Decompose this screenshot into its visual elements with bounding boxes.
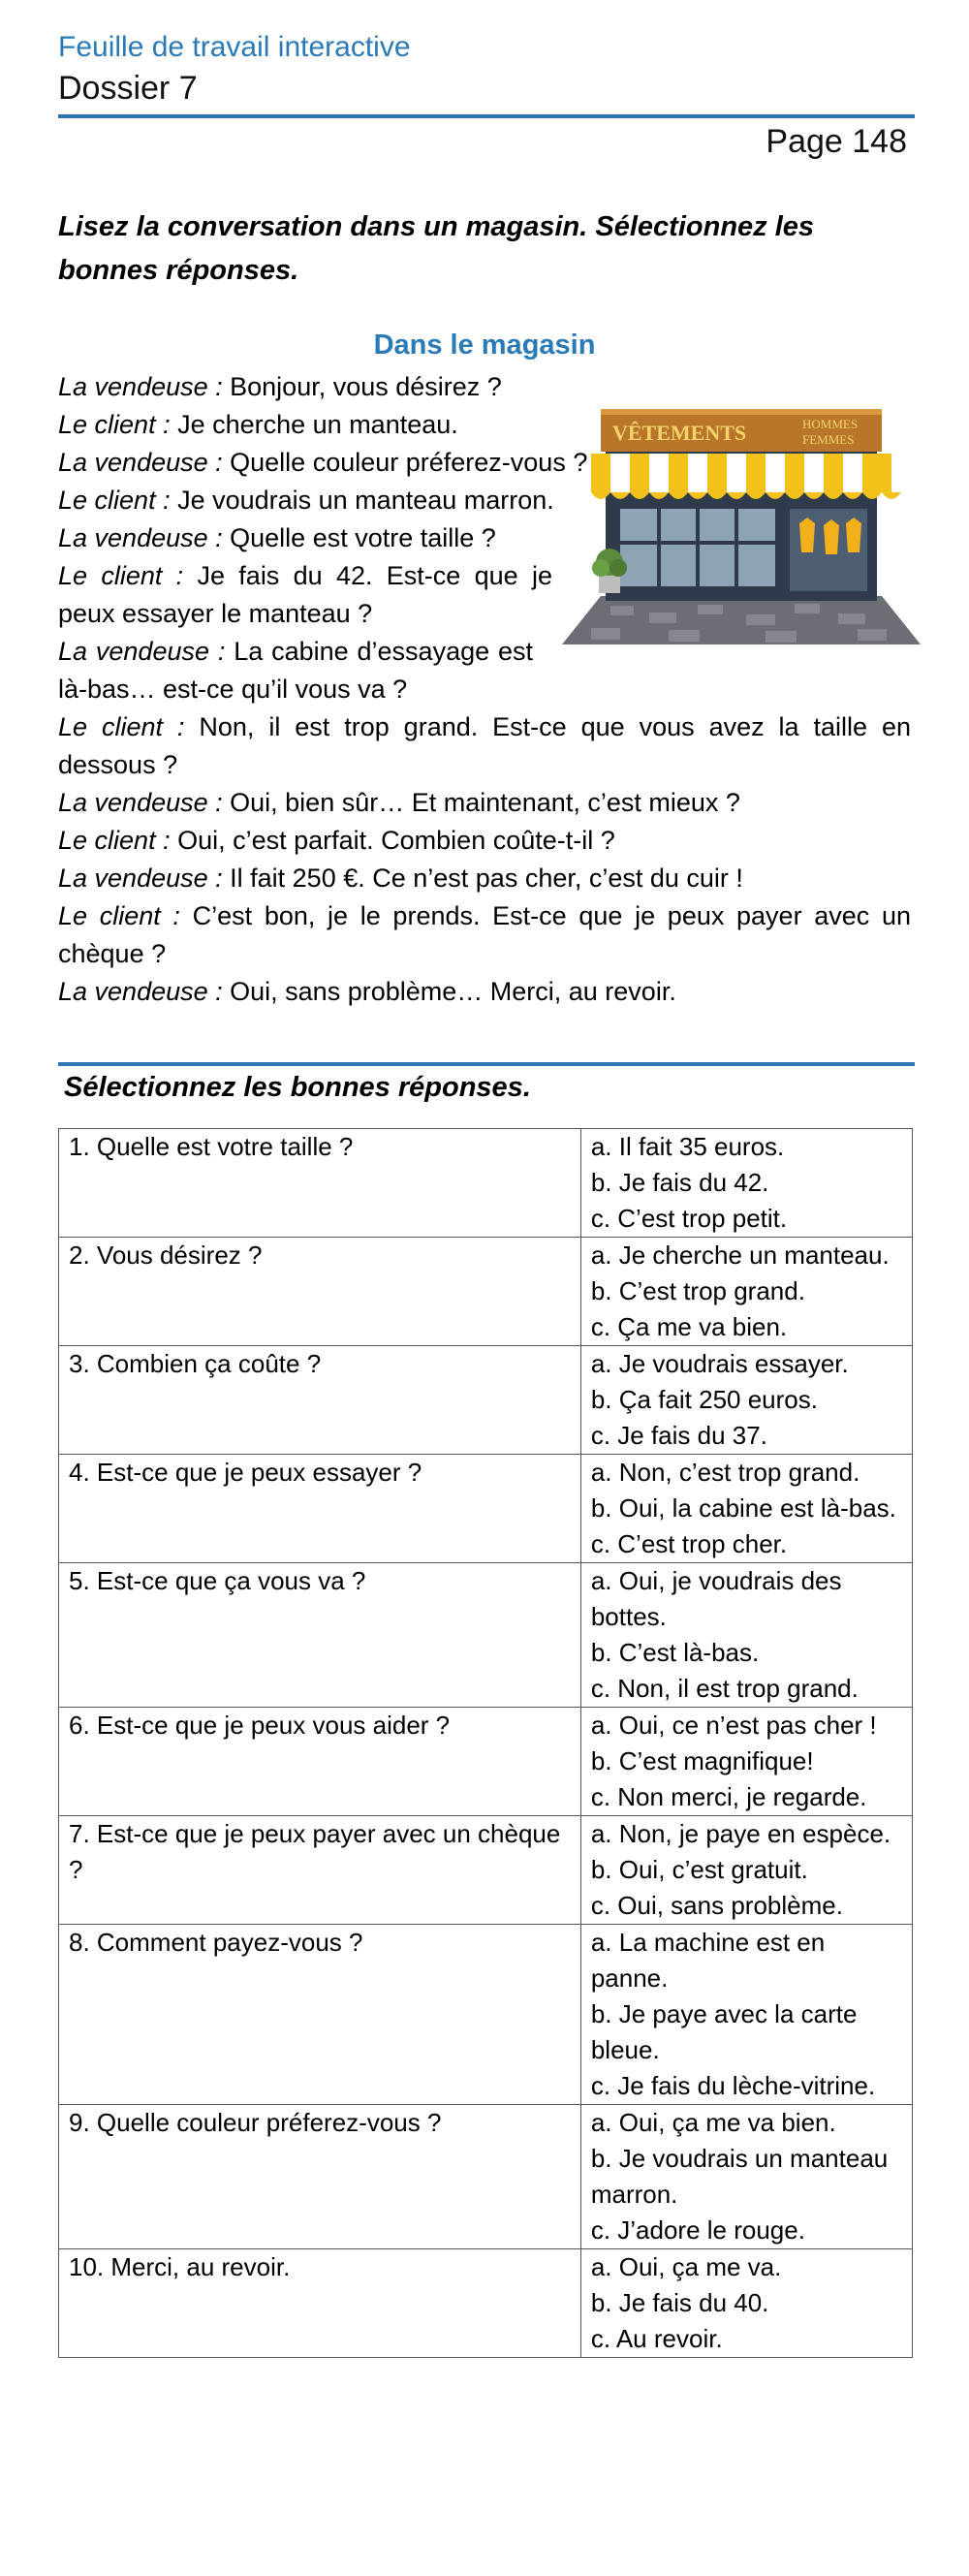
shop-sign-text: VÊTEMENTS: [612, 421, 747, 445]
answer-option[interactable]: c. C’est trop cher.: [590, 1529, 788, 1558]
answer-option[interactable]: a. Oui, ça me va bien.: [590, 2108, 836, 2137]
answer-option[interactable]: b. Oui, la cabine est là-bas.: [590, 1493, 896, 1523]
table-row: [59, 1925, 913, 2105]
answer-option[interactable]: c. Non, il est trop grand.: [590, 1674, 859, 1703]
answer-cell: [580, 1816, 912, 1925]
dialogue-line: La vendeuse : Quelle est votre taille ?: [58, 523, 496, 552]
question-cell: 2. Vous désirez ?: [59, 1238, 581, 1346]
page-number: Page 148: [766, 123, 907, 160]
question-cell: 6. Est-ce que je peux vous aider ?: [59, 1708, 581, 1816]
answer-option[interactable]: a. La machine est en panne.: [590, 1928, 826, 1993]
dialogue-line: Le client : Oui, c’est parfait. Combien coûte-t-il ?: [58, 826, 615, 855]
question-cell: 8. Comment payez-vous ?: [59, 1925, 581, 2105]
answer-option[interactable]: c. Ça me va bien.: [590, 1312, 788, 1341]
answer-cell: [580, 1925, 912, 2105]
answer-option[interactable]: a. Oui, ce n’est pas cher !: [590, 1711, 877, 1740]
answer-cell: [580, 1129, 912, 1238]
dialogue-title: Dans le magasin: [373, 330, 596, 361]
dialogue-line: Le client : Non, il est trop grand. Est-ce que vous avez la taille en dessous ?: [58, 712, 911, 779]
answer-option[interactable]: b. Je paye avec la carte bleue.: [590, 1999, 858, 2064]
answer-option[interactable]: a. Il fait 35 euros.: [590, 1132, 785, 1161]
answer-option[interactable]: b. Je fais du 40.: [590, 2288, 769, 2317]
answer-option[interactable]: a. Je cherche un manteau.: [590, 1241, 890, 1270]
answer-option[interactable]: a. Non, je paye en espèce.: [590, 1819, 891, 1848]
answer-option[interactable]: b. C’est là-bas.: [590, 1638, 760, 1667]
answer-cell: [580, 1455, 912, 1563]
answer-option[interactable]: c. Non merci, je regarde.: [590, 1782, 867, 1811]
answer-cell: [580, 2249, 912, 2358]
dialogue-line: La vendeuse : La cabine d’essayage est là-bas… est-ce qu’il vous va ?: [58, 637, 534, 704]
answer-option[interactable]: a. Oui, ça me va.: [590, 2252, 782, 2281]
question-cell: 10. Merci, au revoir.: [59, 2249, 581, 2358]
answer-option[interactable]: a. Je voudrais essayer.: [590, 1349, 849, 1378]
question-cell: 5. Est-ce que ça vous va ?: [59, 1563, 581, 1708]
instruction-text: Lisez la conversation dans un magasin. Sélectionnez les bonnes réponses.: [58, 211, 815, 286]
answer-option[interactable]: c. C’est trop petit.: [590, 1204, 788, 1233]
answer-option[interactable]: a. Non, c’est trop grand.: [590, 1458, 860, 1487]
answer-option[interactable]: b. C’est trop grand.: [590, 1276, 805, 1305]
striped-awning: [591, 454, 901, 499]
answer-option[interactable]: b. Je voudrais un manteau marron.: [590, 2144, 889, 2209]
answer-option[interactable]: b. Je fais du 42.: [590, 1168, 769, 1197]
dialogue-line: La vendeuse : Oui, sans problème… Merci, au revoir.: [58, 977, 676, 1006]
table-row: [59, 1708, 913, 1816]
table-row: [59, 2249, 913, 2358]
dialogue-line: La vendeuse : Il fait 250 €. Ce n’est pas cher, c’est du cuir !: [58, 864, 743, 893]
answer-option[interactable]: c. Oui, sans problème.: [590, 1891, 843, 1920]
answer-cell: [580, 1238, 912, 1346]
shop-sign-women: FEMMES: [802, 432, 855, 447]
table-row: [59, 1238, 913, 1346]
answer-cell: [580, 2105, 912, 2249]
question-cell: 3. Combien ça coûte ?: [59, 1346, 581, 1455]
answer-option[interactable]: b. Ça fait 250 euros.: [590, 1385, 818, 1414]
dialogue-line: La vendeuse : Oui, bien sûr… Et maintenant, c’est mieux ?: [58, 788, 740, 817]
worksheet-subtitle: Feuille de travail interactive: [58, 31, 411, 63]
answer-cell: [580, 1708, 912, 1816]
table-row: [59, 1455, 913, 1563]
exercise-title: Sélectionnez les bonnes réponses.: [64, 1072, 531, 1103]
question-cell: 4. Est-ce que je peux essayer ?: [59, 1455, 581, 1563]
dialogue-line: Le client : C’est bon, je le prends. Est-ce que je peux payer avec un chèque ?: [58, 901, 911, 968]
dialogue-line: La vendeuse : Bonjour, vous désirez ?: [58, 372, 502, 401]
question-cell: 7. Est-ce que je peux payer avec un chèque ?: [59, 1816, 581, 1925]
answer-option[interactable]: c. Je fais du lèche-vitrine.: [590, 2071, 876, 2100]
dialogue-line: Le client : Je voudrais un manteau marron.: [58, 486, 554, 515]
dialogue-line: Le client : Je cherche un manteau.: [58, 410, 458, 439]
dialogue-line: Le client : Je fais du 42. Est-ce que je peux essayer le manteau ?: [58, 561, 552, 628]
answer-option[interactable]: b. Oui, c’est gratuit.: [590, 1855, 808, 1884]
dialogue-line: La vendeuse : Quelle couleur préferez-vous ?: [58, 448, 588, 477]
table-row: [59, 2105, 913, 2249]
questions-table: [58, 1128, 913, 2358]
answer-option[interactable]: c. J’adore le rouge.: [590, 2215, 805, 2245]
clothing-shop-illustration: [552, 397, 930, 649]
header-divider: [58, 114, 915, 118]
answer-option[interactable]: c. Au revoir.: [590, 2324, 723, 2353]
table-row: [59, 1346, 913, 1455]
answer-option[interactable]: b. C’est magnifique!: [590, 1746, 814, 1775]
answer-cell: [580, 1346, 912, 1455]
answer-option[interactable]: a. Oui, je voudrais des bottes.: [590, 1566, 842, 1631]
question-cell: 1. Quelle est votre taille ?: [59, 1129, 581, 1238]
question-cell: 9. Quelle couleur préferez-vous ?: [59, 2105, 581, 2249]
dossier-title: Dossier 7: [58, 70, 198, 107]
answer-cell: [580, 1563, 912, 1708]
shop-sign-men: HOMMES: [802, 417, 859, 431]
table-row: [59, 1816, 913, 1925]
answer-option[interactable]: c. Je fais du 37.: [590, 1421, 767, 1450]
section-divider: [58, 1062, 915, 1066]
table-row: [59, 1563, 913, 1708]
table-row: [59, 1129, 913, 1238]
